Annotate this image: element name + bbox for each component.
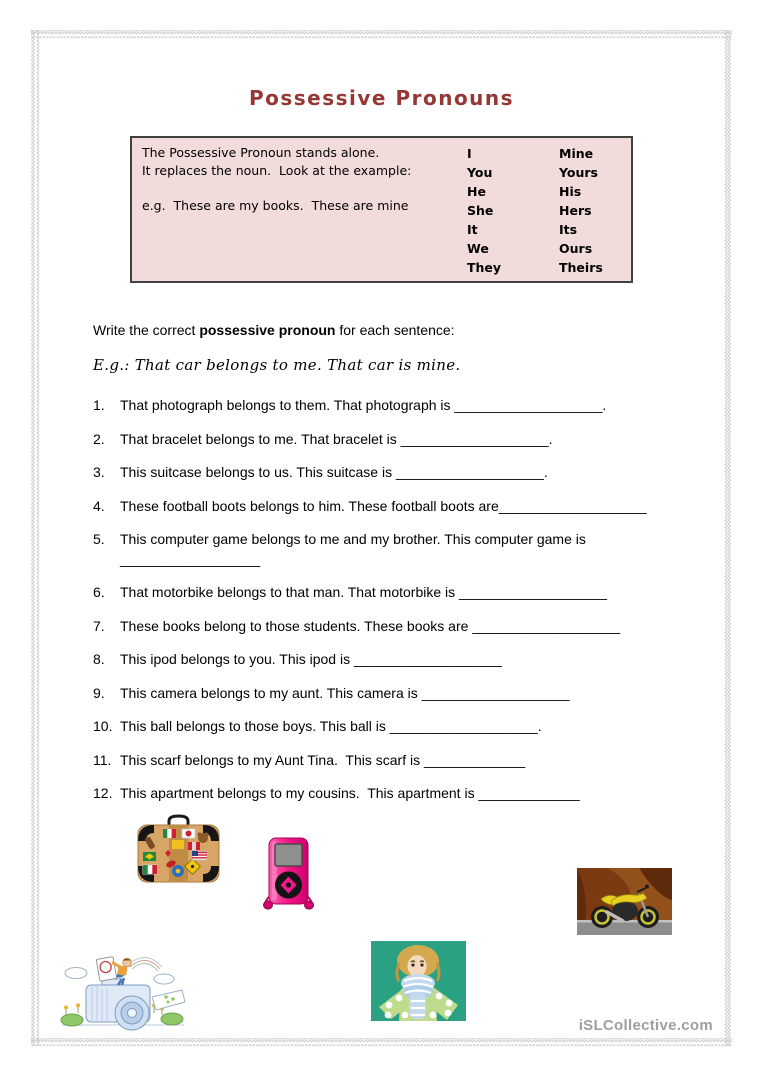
exercise-number: 1. — [93, 397, 105, 413]
answer-blank: ___________________ — [400, 430, 549, 447]
exercise-item — [93, 463, 677, 483]
exercise-item — [93, 396, 677, 416]
exercise-number: 6. — [93, 584, 105, 600]
exercise-text: These books belong to those students. These books are — [120, 617, 473, 634]
answer-blank: _____________ — [423, 751, 526, 768]
exercise-text: That motorbike belongs to that man. That motorbike is — [120, 584, 460, 600]
possessive-pronoun: His — [559, 184, 582, 199]
exercise-item — [93, 717, 677, 737]
explanation-text — [142, 144, 467, 275]
possessive-pronoun: Theirs — [559, 260, 603, 275]
subject-pronoun: They — [467, 260, 502, 275]
possessive-pronoun: Its — [559, 222, 578, 237]
answer-blank: ___________________ — [472, 617, 621, 634]
exercise-text: This ipod belongs to you. This ipod is — [120, 651, 354, 667]
answer-blank: ___________________ — [354, 651, 502, 667]
exercise-item — [93, 617, 677, 637]
exercise-number: 10. — [93, 718, 113, 734]
answer-blank: ___________________ — [421, 684, 570, 701]
exercise-text: This apartment belongs to my cousins. This apartment is — [120, 785, 479, 801]
subject-pronoun: You — [467, 165, 493, 180]
exercise-number: 8. — [93, 651, 105, 667]
exercise-number: 9. — [93, 684, 105, 701]
exercise-tail: . — [602, 397, 607, 413]
subject-pronoun: It — [467, 222, 478, 237]
exercise-item — [93, 583, 677, 603]
exercise-number: 2. — [93, 430, 105, 447]
explanation-box — [130, 136, 633, 283]
exercise-item — [93, 751, 677, 771]
possessive-pronoun-column — [559, 144, 603, 275]
answer-blank: ___________________ — [395, 464, 544, 480]
subject-pronoun: He — [467, 184, 486, 199]
instructions-bold: possessive pronoun — [199, 322, 336, 338]
exercise-tail: . — [543, 464, 548, 480]
exercise-text: This camera belongs to my aunt. This camera is — [120, 684, 422, 701]
answer-blank: ___________________ — [498, 497, 647, 514]
possessive-pronoun: Mine — [559, 146, 594, 161]
possessive-pronoun: Ours — [559, 241, 593, 256]
exercise-item — [93, 684, 677, 704]
exercise-tail: . — [548, 430, 553, 447]
camera-doodle-image — [58, 933, 188, 1032]
exercise-text: This ball belongs to those boys. This ball is — [120, 718, 390, 734]
example-sentence: E.g.: That car belongs to me. That car is mine. — [93, 356, 461, 374]
answer-blank: _____________ — [478, 785, 580, 801]
exercise-item — [93, 530, 677, 569]
islcollective-watermark: iSLCollective.com — [578, 1017, 713, 1034]
explanation-example: e.g. These are my books. These are mine — [142, 198, 409, 213]
subject-pronoun: I — [467, 146, 472, 161]
exercise-item — [93, 650, 677, 670]
exercise-item — [93, 430, 677, 450]
subject-pronoun-column — [467, 144, 559, 275]
exercise-number: 11. — [93, 751, 112, 768]
page-title: Possessive Pronouns — [248, 86, 515, 110]
exercise-text: This computer game belongs to me and my brother. This computer game is — [120, 531, 590, 547]
answer-blank: ___________________ — [459, 584, 607, 600]
exercise-text: This scarf belongs to my Aunt Tina. This scarf is — [120, 751, 424, 768]
answer-blank: __________________ — [120, 550, 261, 567]
subject-pronoun: She — [467, 203, 494, 218]
suitcase-image — [135, 813, 222, 888]
exercise-text: This suitcase belongs to us. This suitcase is — [120, 464, 396, 480]
exercise-text: These football boots belongs to him. These football boots are — [120, 497, 499, 514]
exercise-text: That bracelet belongs to me. That bracelet is — [120, 430, 401, 447]
answer-blank: ___________________ — [389, 718, 538, 734]
exercise-number: 7. — [93, 617, 105, 634]
explanation-line-2: It replaces the noun. Look at the example: — [142, 163, 412, 178]
instructions-suffix: for each sentence: — [335, 322, 455, 338]
instructions-prefix: Write the correct — [93, 322, 200, 338]
exercise-item — [93, 784, 677, 804]
exercise-number: 5. — [93, 531, 105, 547]
scarf-woman-image — [371, 941, 466, 1021]
ipod-image — [260, 836, 317, 910]
exercise-number: 4. — [93, 497, 105, 514]
possessive-pronoun: Hers — [559, 203, 592, 218]
answer-blank: ___________________ — [454, 397, 603, 413]
exercise-number: 3. — [93, 464, 105, 480]
explanation-line-1: The Possessive Pronoun stands alone. — [142, 145, 380, 160]
possessive-pronoun: Yours — [559, 165, 598, 180]
instructions-line — [93, 322, 455, 338]
motorbike-image — [577, 868, 672, 935]
exercise-tail: . — [537, 718, 542, 734]
pronoun-table — [467, 144, 603, 275]
exercise-item — [93, 497, 677, 517]
exercise-number: 12. — [93, 785, 113, 801]
subject-pronoun: We — [467, 241, 489, 256]
exercise-list — [93, 396, 677, 818]
exercise-text: That photograph belongs to them. That photograph is — [120, 397, 455, 413]
